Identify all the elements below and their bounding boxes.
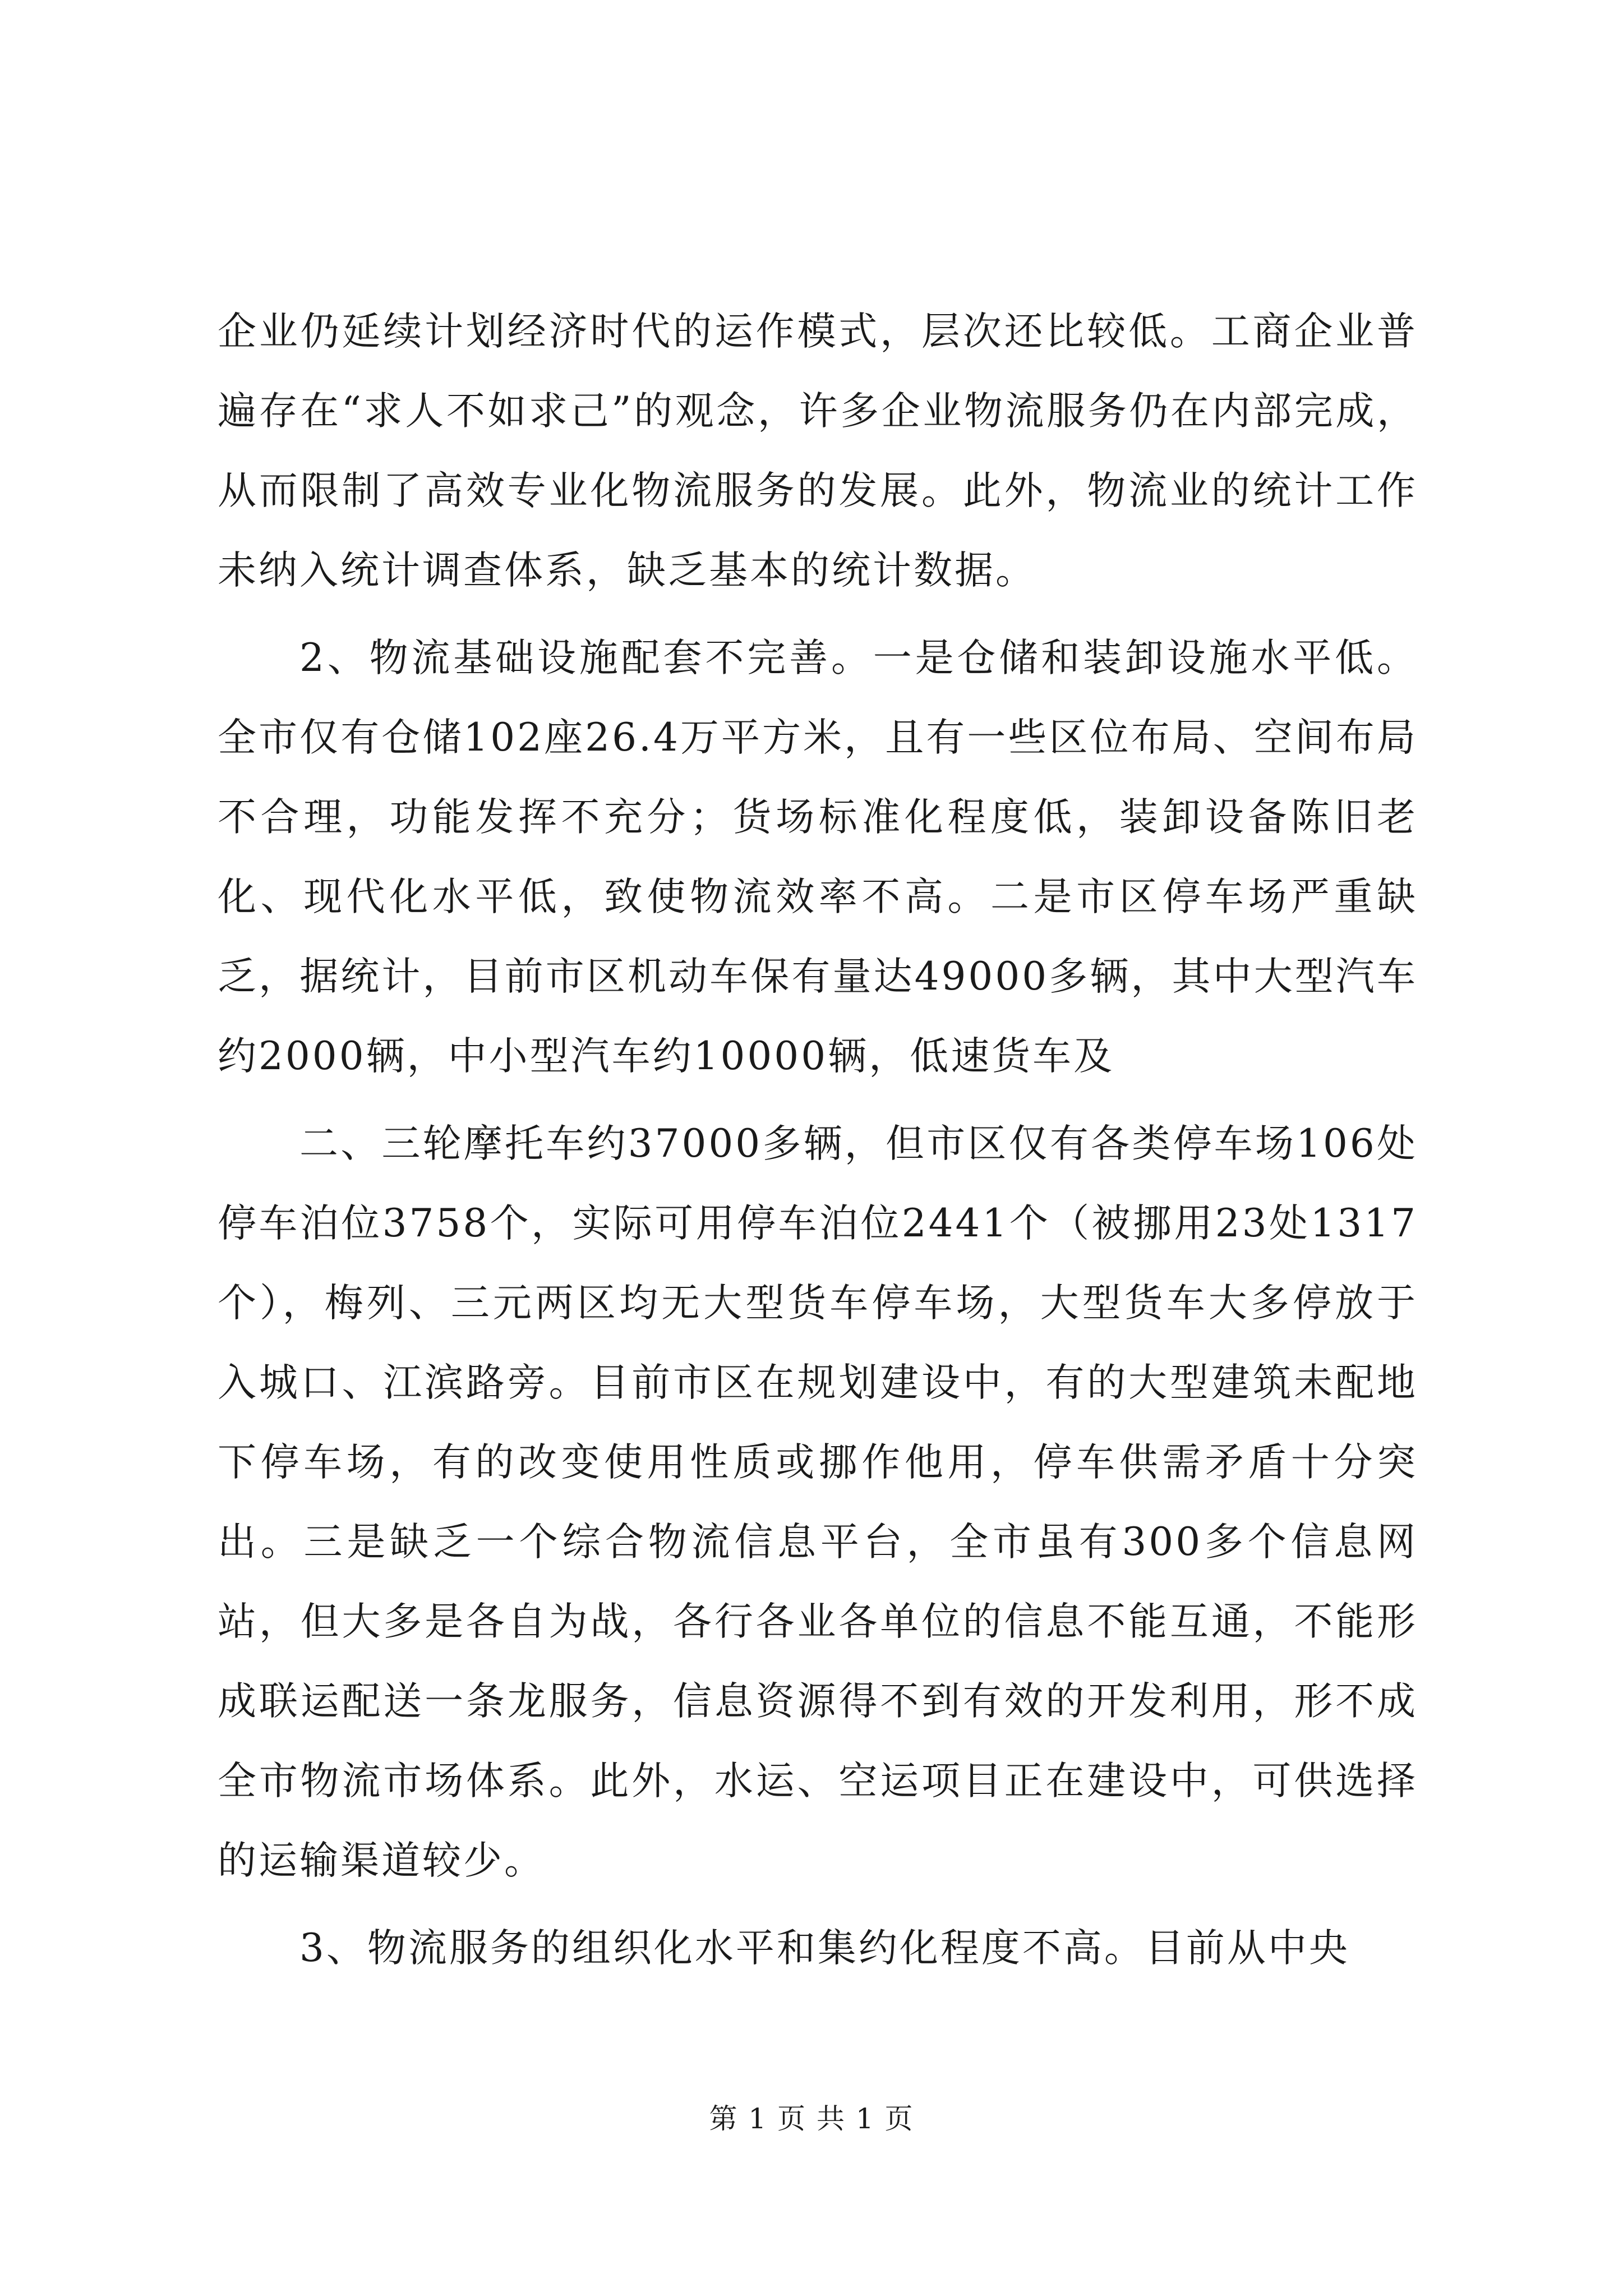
paragraph-2: 2、物流基础设施配套不完善。一是仓储和装卸设施水平低。全市仅有仓储102座26.4万平方米，且有一些区位布局、空间布局不合理，功能发挥不充分；货场标准化程度低，装卸设备陈旧老化、现代化水平低，致使物流效率不高。二是市区停车场严重缺乏，据统计，目前市区机动车保有量达49000多辆，其中大型汽车约2000辆，中小型汽车约10000辆，低速货车及 xyxy=(218,636,1418,1079)
paragraph-4: 3、物流服务的组织化水平和集约化程度不高。目前从中央 xyxy=(299,1926,1350,1971)
document-body xyxy=(218,292,1418,1988)
paragraph-1: 企业仍延续计划经济时代的运作模式，层次还比较低。工商企业普遍存在“求人不如求己”的观念，许多企业物流服务仍在内部完成，从而限制了高效专业化物流服务的发展。此外，物流业的统计工作未纳入统计调查体系，缺乏基本的统计数据。 xyxy=(218,309,1418,593)
paragraph-3: 二、三轮摩托车约37000多辆，但市区仅有各类停车场106处停车泊位3758个，实际可用停车泊位2441个（被挪用23处1317个），梅列、三元两区均无大型货车停车场，大型货车大多停放于入城口、江滨路旁。目前市区在规划建设中，有的大型建筑未配地下停车场，有的改变使用性质或挪作他用，停车供需矛盾十分突出。三是缺乏一个综合物流信息平台，全市虽有300多个信息网站，但大多是各自为战，各行各业各单位的信息不能互通，不能形成联运配送一条龙服务，信息资源得不到有效的开发利用，形不成全市物流市场体系。此外，水运、空运项目正在建设中，可供选择的运输渠道较少。 xyxy=(218,1121,1418,1883)
page-number-footer: 第 1 页 共 1 页 xyxy=(709,2102,914,2135)
